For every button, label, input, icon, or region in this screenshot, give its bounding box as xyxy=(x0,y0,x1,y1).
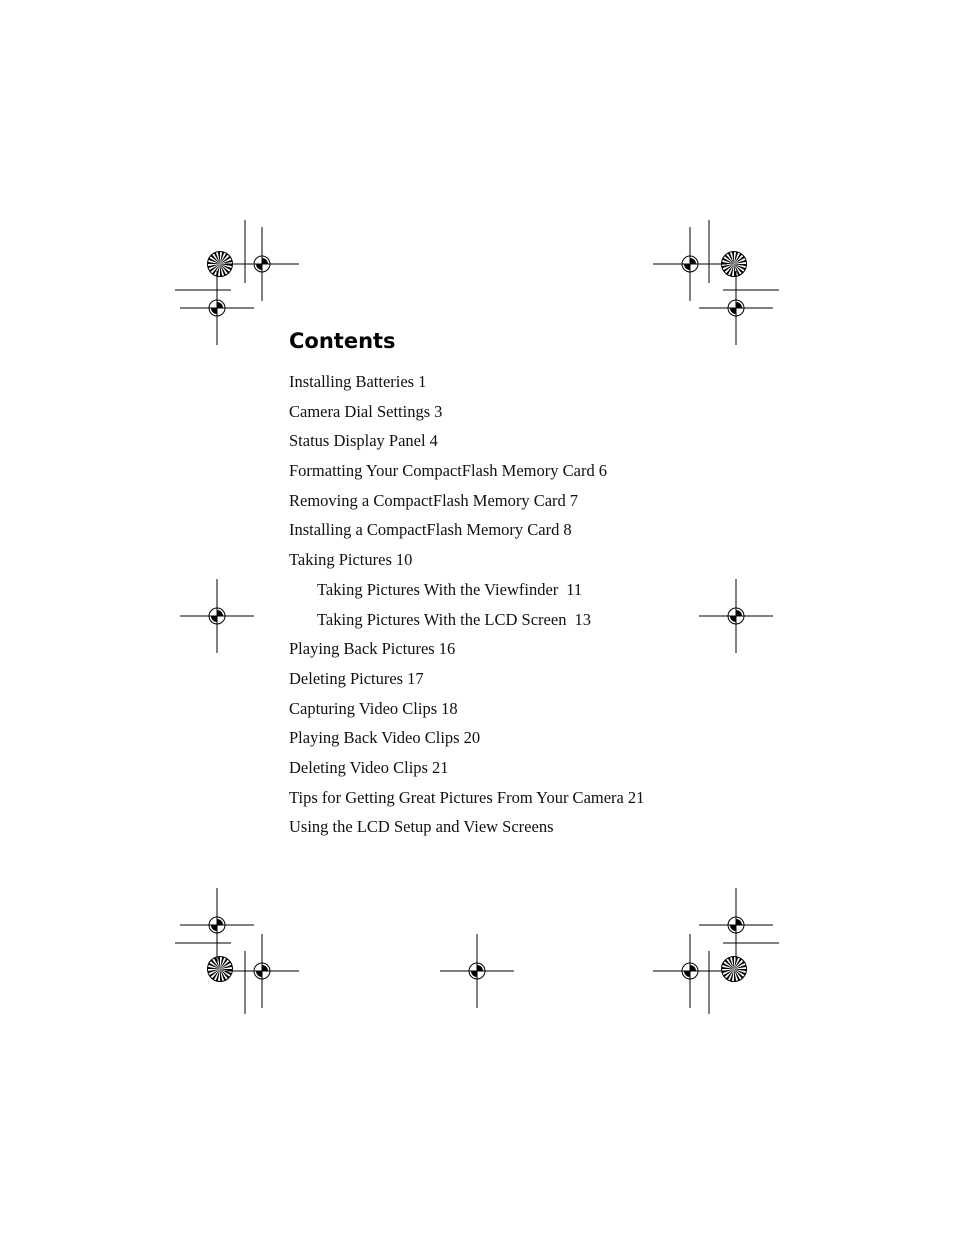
toc-entry xyxy=(289,664,709,694)
registration-mark-icon xyxy=(180,271,254,345)
toc-page-number: 13 xyxy=(574,609,591,629)
star-target-icon xyxy=(208,957,233,982)
page-title: Contents xyxy=(289,329,396,353)
toc-entry-text: Playing Back Video Clips xyxy=(289,728,460,748)
toc-page-number: 4 xyxy=(429,431,438,451)
toc-entry-text: Removing a CompactFlash Memory Card xyxy=(289,490,566,510)
toc-page-number: 21 xyxy=(627,787,645,807)
toc-entry xyxy=(289,634,709,664)
toc-entry xyxy=(289,486,709,516)
toc-page-number: 10 xyxy=(395,550,413,570)
toc-entry xyxy=(289,456,709,486)
toc-entry-text: Taking Pictures With the LCD Screen xyxy=(317,609,567,629)
toc-page-number: 6 xyxy=(598,461,607,481)
toc-entry xyxy=(289,753,709,783)
toc-entry xyxy=(289,545,709,575)
registration-mark-icon xyxy=(180,579,254,653)
toc-entry-text: Deleting Video Clips xyxy=(289,757,428,777)
toc-subentry xyxy=(289,575,709,605)
toc-page-number: 16 xyxy=(438,639,456,659)
toc-page-number: 3 xyxy=(434,401,443,421)
toc-entry-text: Capturing Video Clips xyxy=(289,698,438,718)
toc-entry-text: Formatting Your CompactFlash Memory Card xyxy=(289,461,595,481)
registration-mark-icon xyxy=(180,888,254,962)
toc-entry xyxy=(289,397,709,427)
toc-entry-text: Deleting Pictures xyxy=(289,668,404,688)
star-target-icon xyxy=(722,957,747,982)
registration-mark-icon xyxy=(225,227,299,301)
toc-page-number: 21 xyxy=(431,757,449,777)
toc-page-number: 7 xyxy=(569,490,579,510)
toc-entry-text: Using the LCD Setup and View Screens xyxy=(289,817,554,837)
toc-page-number: 17 xyxy=(407,668,424,688)
toc-entry xyxy=(289,694,709,724)
registration-mark-icon xyxy=(699,271,773,345)
toc-entry-text: Installing a CompactFlash Memory Card xyxy=(289,520,560,540)
registration-mark-icon xyxy=(225,934,299,1008)
registration-mark-icon xyxy=(653,934,727,1008)
toc-subentry xyxy=(289,605,709,635)
toc-entry-text: Camera Dial Settings xyxy=(289,401,431,421)
toc-entry xyxy=(289,515,709,545)
toc-entry-text: Tips for Getting Great Pictures From Your Camera xyxy=(289,787,624,807)
toc-entry xyxy=(289,367,709,397)
star-target-icon xyxy=(722,252,747,277)
toc-page-number: 8 xyxy=(563,520,572,540)
toc-entry xyxy=(289,426,709,456)
toc-page-number: 20 xyxy=(463,728,481,748)
registration-mark-icon xyxy=(699,579,773,653)
toc-entry-text: Status Display Panel xyxy=(289,431,426,451)
toc-entry-text: Taking Pictures With the Viewfinder xyxy=(317,579,559,599)
toc-entry-text: Taking Pictures xyxy=(289,550,392,570)
table-of-contents xyxy=(289,367,709,842)
star-target-icon xyxy=(208,252,233,277)
registration-mark-icon xyxy=(699,888,773,962)
toc-entry-text: Installing Batteries xyxy=(289,372,415,391)
toc-entry xyxy=(289,723,709,753)
toc-entry-text: Playing Back Pictures xyxy=(289,639,435,659)
registration-mark-icon xyxy=(653,227,727,301)
toc-page-number: 11 xyxy=(566,579,583,599)
toc-page-number: 18 xyxy=(441,698,458,718)
toc-entry xyxy=(289,783,709,813)
toc-page-number: 1 xyxy=(418,372,427,391)
toc-entry xyxy=(289,812,709,842)
registration-mark-icon xyxy=(440,934,514,1008)
